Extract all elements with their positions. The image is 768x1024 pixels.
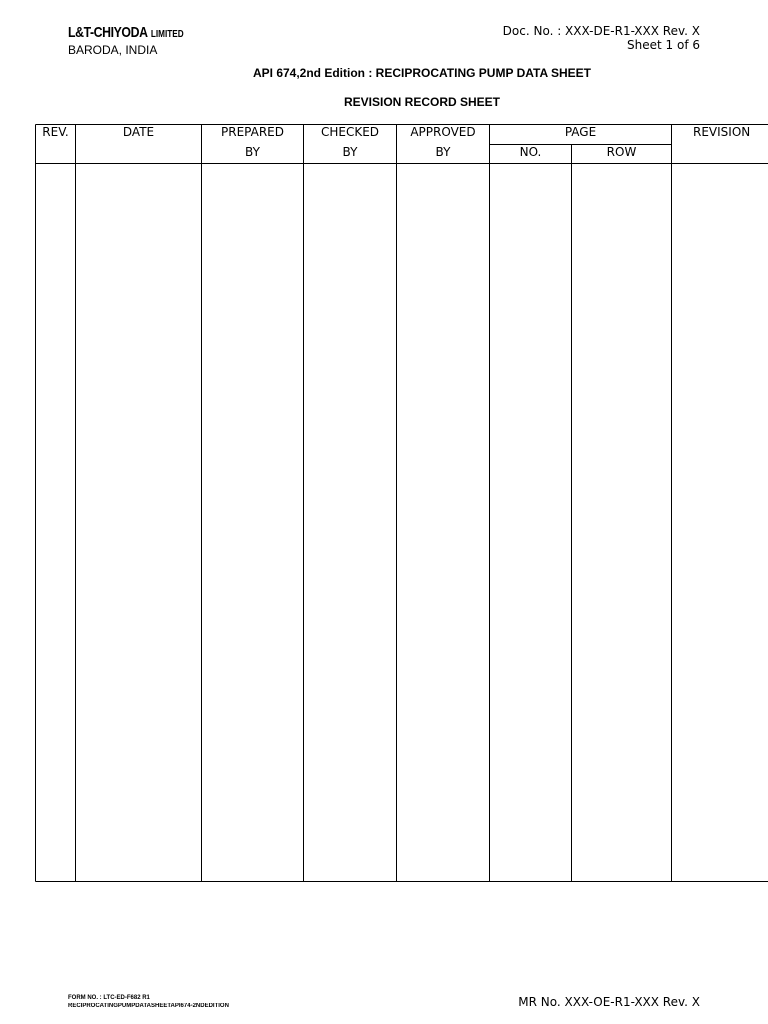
footer-mr-number: MR No. XXX-OE-R1-XXX Rev. X	[518, 995, 700, 1009]
header-prepared-by: BY	[245, 145, 260, 159]
company-name-text: L&T-CHIYODA	[68, 24, 148, 41]
company-suffix: LIMITED	[150, 29, 184, 40]
header-page-row: ROW	[606, 145, 637, 159]
page-subtitle: REVISION RECORD SHEET	[343, 95, 501, 109]
header-checked-by: BY	[342, 145, 358, 159]
footer-form-number: FORM NO. : LTC-ED-F682 R1	[68, 995, 150, 1001]
company-location: BARODA, INDIA	[68, 43, 158, 57]
header-date: DATE	[122, 125, 155, 139]
header-prepared: PREPARED	[221, 125, 284, 139]
header-revision: REVISION	[693, 125, 751, 139]
footer-file-path: RECIPROCATINGPUMPDATASHEETAPI674-2NDEDITION	[68, 1003, 229, 1008]
document-number: Doc. No. : XXX-DE-R1-XXX Rev. X	[502, 24, 700, 38]
header-rev: REV.	[42, 125, 69, 139]
page-title: API 674,2nd Edition : RECIPROCATING PUMP DATA SHEET	[252, 66, 592, 80]
header-page-no: NO.	[519, 145, 542, 159]
header-checked: CHECKED	[320, 125, 380, 139]
header-page: PAGE	[564, 125, 597, 139]
header-approved: APPROVED	[410, 125, 476, 139]
sheet-number: Sheet 1 of 6	[627, 38, 700, 52]
header-approved-by: BY	[435, 145, 451, 159]
